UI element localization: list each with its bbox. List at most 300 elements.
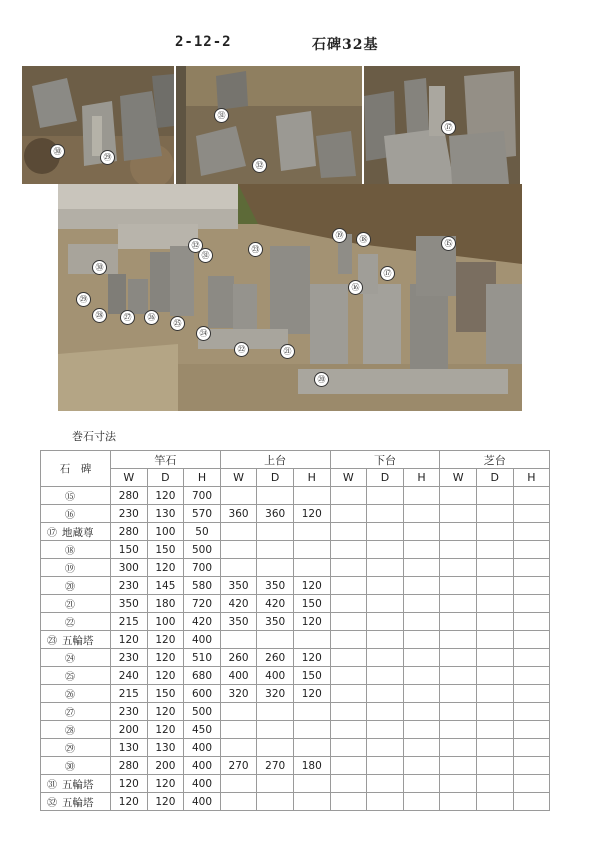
stone-name-cell [41, 739, 111, 757]
stone-name-cell [41, 757, 111, 775]
dimension-cell [476, 649, 513, 667]
dimension-cell: 580 [184, 577, 221, 595]
dimension-cell: 120 [147, 667, 184, 685]
dimension-cell [293, 523, 330, 541]
dimension-cell [220, 703, 257, 721]
stone-name-cell [41, 523, 111, 541]
dimension-cell [440, 631, 477, 649]
dimension-cell: 120 [147, 631, 184, 649]
photo-marker: ㉜ [252, 158, 267, 173]
photo-stones-31-32 [176, 66, 362, 184]
dimensions-table-body [41, 487, 550, 811]
dimension-cell [330, 559, 367, 577]
table-row [41, 721, 550, 739]
group-header-saoishi: 竿石 [111, 451, 221, 469]
dimension-cell [440, 523, 477, 541]
dimension-cell [440, 541, 477, 559]
dimension-cell [257, 559, 294, 577]
stone-name-cell [41, 793, 111, 811]
group-header-shitadai: 下台 [330, 451, 440, 469]
dimension-cell: 180 [147, 595, 184, 613]
sub-header: D [257, 469, 294, 487]
dimension-cell: 120 [293, 649, 330, 667]
dimension-cell [513, 739, 550, 757]
table-row [41, 613, 550, 631]
dimension-cell: 130 [147, 739, 184, 757]
dimension-cell [367, 523, 404, 541]
dimension-cell: 400 [257, 667, 294, 685]
dimension-cell [476, 577, 513, 595]
photo-marker: ⑯ [348, 280, 363, 295]
dimension-cell [403, 793, 440, 811]
dimension-cell: 50 [184, 523, 221, 541]
dimension-cell [403, 703, 440, 721]
dimension-cell [513, 487, 550, 505]
dimension-cell [367, 541, 404, 559]
dimension-cell [513, 613, 550, 631]
dimension-cell [476, 739, 513, 757]
dimension-cell: 145 [147, 577, 184, 595]
dimension-cell [220, 487, 257, 505]
dimension-cell [403, 667, 440, 685]
photo-marker: ㉛ [198, 248, 213, 263]
group-header-shibadai: 芝台 [440, 451, 550, 469]
table-row [41, 685, 550, 703]
dimension-cell [440, 595, 477, 613]
dimension-cell [293, 541, 330, 559]
dimension-cell [403, 649, 440, 667]
dimension-cell [330, 487, 367, 505]
stone-number: ⑰ [47, 527, 57, 539]
dimension-cell: 350 [220, 613, 257, 631]
dimension-cell [440, 721, 477, 739]
dimension-cell [513, 649, 550, 667]
dimension-cell [513, 541, 550, 559]
dimension-cell [367, 613, 404, 631]
dimension-cell: 150 [293, 595, 330, 613]
stone-number: ㉛ [47, 779, 57, 791]
table-row [41, 559, 550, 577]
dimension-cell: 180 [293, 757, 330, 775]
photo-marker: ㉒ [234, 342, 249, 357]
dimension-cell: 100 [147, 613, 184, 631]
dimension-cell [220, 541, 257, 559]
dimension-cell [293, 739, 330, 757]
photo-stones-overview [58, 184, 522, 411]
stone-name-cell [41, 487, 111, 505]
dimension-cell: 120 [293, 685, 330, 703]
section-number: 2-12-2 [175, 34, 232, 50]
dimension-cell [293, 793, 330, 811]
dimension-cell: 120 [147, 559, 184, 577]
dimension-cell: 120 [147, 793, 184, 811]
dimension-cell [257, 739, 294, 757]
photo-marker: ㉛ [214, 108, 229, 123]
dimension-cell: 280 [111, 757, 148, 775]
dimension-cell [403, 577, 440, 595]
group-header-uwadai: 上台 [220, 451, 330, 469]
stone-name-cell [41, 703, 111, 721]
dimension-cell [367, 685, 404, 703]
dimension-cell [220, 523, 257, 541]
dimension-cell [440, 505, 477, 523]
dimension-cell [330, 631, 367, 649]
dimension-cell [220, 739, 257, 757]
stone-number: ⑮ [65, 492, 75, 503]
dimension-cell [257, 703, 294, 721]
dimension-cell: 420 [257, 595, 294, 613]
dimension-cell: 500 [184, 703, 221, 721]
dimension-cell: 150 [147, 685, 184, 703]
dimension-cell [293, 721, 330, 739]
dimension-cell: 260 [220, 649, 257, 667]
photo-marker: ㉘ [92, 308, 107, 323]
dimension-cell [513, 757, 550, 775]
stone-number: ㉚ [65, 762, 75, 773]
sub-header: H [184, 469, 221, 487]
dimension-cell [220, 721, 257, 739]
dimensions-table [40, 450, 550, 811]
dimension-cell: 320 [220, 685, 257, 703]
dimension-cell [440, 739, 477, 757]
sub-header: H [513, 469, 550, 487]
sub-header-row [41, 469, 550, 487]
dimension-cell [367, 505, 404, 523]
dimension-cell [367, 577, 404, 595]
dimension-cell [476, 613, 513, 631]
dimension-cell [330, 541, 367, 559]
dimension-cell: 100 [147, 523, 184, 541]
dimension-cell [367, 631, 404, 649]
dimension-cell [293, 487, 330, 505]
dimension-cell [293, 703, 330, 721]
dimension-cell [220, 559, 257, 577]
dimension-cell [513, 703, 550, 721]
dimension-cell: 120 [293, 505, 330, 523]
photo-marker: ㉜ [188, 238, 203, 253]
table-row [41, 577, 550, 595]
dimension-cell [330, 703, 367, 721]
dimension-cell: 420 [184, 613, 221, 631]
dimension-cell: 120 [147, 721, 184, 739]
photo-marker: ㉙ [100, 150, 115, 165]
dimension-cell: 120 [111, 775, 148, 793]
dimension-cell: 320 [257, 685, 294, 703]
photo-marker: ⑳ [314, 372, 329, 387]
dimension-cell: 280 [111, 523, 148, 541]
dimension-cell [330, 775, 367, 793]
dimension-cell [293, 775, 330, 793]
dimension-cell [513, 595, 550, 613]
dimension-cell [476, 793, 513, 811]
dimension-cell [367, 721, 404, 739]
dimension-cell [440, 487, 477, 505]
dimension-cell [476, 487, 513, 505]
dimension-cell: 120 [293, 577, 330, 595]
dimension-cell: 400 [184, 793, 221, 811]
dimension-cell: 450 [184, 721, 221, 739]
dimension-cell: 120 [111, 793, 148, 811]
dimension-cell [293, 559, 330, 577]
name-column-header: 石 碑 [41, 451, 111, 487]
dimension-cell [440, 757, 477, 775]
dimension-cell [257, 523, 294, 541]
dimension-cell [367, 703, 404, 721]
stone-name-cell [41, 505, 111, 523]
photo-stones-29-30 [22, 66, 174, 184]
dimension-cell [513, 721, 550, 739]
dimension-cell: 400 [184, 739, 221, 757]
dimension-cell [476, 541, 513, 559]
stone-number: ㉖ [65, 690, 75, 701]
dimension-cell: 120 [147, 775, 184, 793]
dimension-cell [403, 487, 440, 505]
dimension-cell: 570 [184, 505, 221, 523]
dimension-cell [367, 649, 404, 667]
stone-number: ⑯ [65, 510, 75, 521]
dimension-cell: 700 [184, 559, 221, 577]
photo-stone-17 [364, 66, 520, 184]
dimension-cell: 200 [147, 757, 184, 775]
page-title: 石碑32基 [312, 37, 379, 53]
dimension-cell [403, 757, 440, 775]
dimension-cell [403, 721, 440, 739]
photo-marker: ㉚ [50, 144, 65, 159]
dimension-cell [330, 685, 367, 703]
dimension-cell [403, 775, 440, 793]
dimension-cell: 120 [147, 487, 184, 505]
table-row [41, 649, 550, 667]
table-row [41, 757, 550, 775]
sub-header: W [111, 469, 148, 487]
dimension-cell: 350 [220, 577, 257, 595]
stone-number: ㉘ [65, 726, 75, 737]
dimension-cell: 230 [111, 703, 148, 721]
photo-marker: ㉕ [170, 316, 185, 331]
dimension-cell: 260 [257, 649, 294, 667]
dimension-cell [476, 721, 513, 739]
dimension-cell: 120 [111, 631, 148, 649]
dimension-cell [513, 685, 550, 703]
dimension-cell [476, 559, 513, 577]
dimension-cell [257, 721, 294, 739]
dimension-cell [220, 775, 257, 793]
dimension-cell [440, 775, 477, 793]
dimension-cell: 270 [257, 757, 294, 775]
dimension-cell: 280 [111, 487, 148, 505]
stone-name-cell [41, 595, 111, 613]
photo-marker: ⑲ [332, 228, 347, 243]
dimension-cell [403, 559, 440, 577]
dimension-cell [367, 487, 404, 505]
dimension-cell: 130 [111, 739, 148, 757]
dimension-cell [440, 577, 477, 595]
dimension-cell [440, 559, 477, 577]
stone-name-cell [41, 577, 111, 595]
dimension-cell: 230 [111, 577, 148, 595]
dimension-cell [476, 505, 513, 523]
dimension-cell: 500 [184, 541, 221, 559]
stone-number: ㉗ [65, 708, 75, 719]
stone-number: ㉙ [65, 744, 75, 755]
dimension-cell: 150 [293, 667, 330, 685]
dimension-cell [513, 667, 550, 685]
stone-name-cell [41, 685, 111, 703]
table-row [41, 739, 550, 757]
dimension-cell [513, 631, 550, 649]
stone-number: ㉔ [65, 654, 75, 665]
dimension-cell [367, 739, 404, 757]
dimension-cell [403, 523, 440, 541]
dimension-cell [330, 739, 367, 757]
dimension-cell [403, 739, 440, 757]
stone-number: ⑳ [65, 582, 75, 593]
dimension-cell [257, 487, 294, 505]
table-row [41, 595, 550, 613]
dimension-cell [403, 685, 440, 703]
dimension-cell: 230 [111, 505, 148, 523]
photo-marker: ㉖ [144, 310, 159, 325]
dimension-cell [440, 649, 477, 667]
dimension-cell [330, 793, 367, 811]
sub-header: H [293, 469, 330, 487]
dimension-cell [403, 613, 440, 631]
table-row [41, 703, 550, 721]
table-row [41, 667, 550, 685]
photo-marker: ㉑ [280, 344, 295, 359]
dimension-cell [513, 559, 550, 577]
dimension-cell [330, 595, 367, 613]
dimension-cell [367, 757, 404, 775]
stone-name-cell [41, 631, 111, 649]
table-row [41, 487, 550, 505]
stone-type: 五輪塔 [62, 634, 94, 647]
dimension-cell: 680 [184, 667, 221, 685]
table-row [41, 775, 550, 793]
dimension-cell [476, 685, 513, 703]
sub-header: D [367, 469, 404, 487]
dimension-cell: 420 [220, 595, 257, 613]
stone-number: ⑲ [65, 564, 75, 575]
photo-marker: ⑮ [441, 236, 456, 251]
dimension-cell: 270 [220, 757, 257, 775]
dimension-cell: 120 [147, 703, 184, 721]
table-row [41, 631, 550, 649]
table-row [41, 541, 550, 559]
photo-marker: ㉚ [92, 260, 107, 275]
dimension-cell [367, 595, 404, 613]
dimension-cell [367, 775, 404, 793]
dimension-cell: 200 [111, 721, 148, 739]
dimension-cell: 130 [147, 505, 184, 523]
stone-name-cell [41, 613, 111, 631]
sub-header: W [440, 469, 477, 487]
dimension-cell: 400 [184, 775, 221, 793]
sub-header: W [330, 469, 367, 487]
dimension-cell [330, 649, 367, 667]
dimension-cell [476, 703, 513, 721]
dimension-cell [476, 775, 513, 793]
dimension-cell [257, 541, 294, 559]
stone-name-cell [41, 775, 111, 793]
dimension-cell [330, 721, 367, 739]
table-row [41, 793, 550, 811]
stone-name-cell [41, 541, 111, 559]
dimension-cell [476, 631, 513, 649]
dimension-cell: 300 [111, 559, 148, 577]
photo-marker: ㉙ [76, 292, 91, 307]
sub-header: D [476, 469, 513, 487]
dimension-cell [367, 793, 404, 811]
stone-name-cell [41, 667, 111, 685]
stone-type: 五輪塔 [62, 796, 94, 809]
dimension-cell: 150 [111, 541, 148, 559]
stone-number: ㉜ [47, 797, 57, 809]
dimension-cell: 700 [184, 487, 221, 505]
dimension-cell [330, 667, 367, 685]
dimension-cell: 360 [220, 505, 257, 523]
dimension-cell: 400 [184, 631, 221, 649]
dimension-cell [440, 703, 477, 721]
dimension-cell: 240 [111, 667, 148, 685]
stone-number: ㉑ [65, 600, 75, 611]
dimension-cell [330, 505, 367, 523]
dimension-cell [440, 667, 477, 685]
dimension-cell: 120 [147, 649, 184, 667]
dimension-cell [440, 793, 477, 811]
dimension-cell [293, 631, 330, 649]
stone-name-cell [41, 559, 111, 577]
stone-number: ⑱ [65, 546, 75, 557]
dimension-cell [330, 577, 367, 595]
dimension-cell [403, 595, 440, 613]
dimension-cell [330, 613, 367, 631]
dimension-cell [440, 685, 477, 703]
dimension-cell [330, 757, 367, 775]
photo-marker: ㉓ [248, 242, 263, 257]
dimension-cell [257, 631, 294, 649]
dimension-cell: 350 [257, 613, 294, 631]
dimension-cell [220, 631, 257, 649]
photo-marker: ⑰ [380, 266, 395, 281]
dimension-cell [513, 523, 550, 541]
dimension-cell: 150 [147, 541, 184, 559]
stone-type: 地蔵尊 [62, 526, 94, 539]
dimension-cell [513, 505, 550, 523]
dimension-cell: 400 [184, 757, 221, 775]
dimension-cell: 120 [293, 613, 330, 631]
dimension-cell [513, 775, 550, 793]
stone-number: ㉕ [65, 672, 75, 683]
dimension-cell [367, 667, 404, 685]
dimension-cell [440, 613, 477, 631]
dimension-cell [403, 631, 440, 649]
dimension-cell [476, 757, 513, 775]
dimension-cell [476, 523, 513, 541]
dimension-cell: 350 [111, 595, 148, 613]
dimension-cell [330, 523, 367, 541]
stone-name-cell [41, 649, 111, 667]
photo-marker: ㉗ [120, 310, 135, 325]
stone-name-cell [41, 721, 111, 739]
photo-marker: ⑰ [441, 120, 456, 135]
sub-header: W [220, 469, 257, 487]
dimension-cell: 230 [111, 649, 148, 667]
photo-marker: ㉔ [196, 326, 211, 341]
dimension-cell [476, 595, 513, 613]
table-caption: 巻石寸法 [72, 430, 116, 443]
dimension-cell [513, 793, 550, 811]
